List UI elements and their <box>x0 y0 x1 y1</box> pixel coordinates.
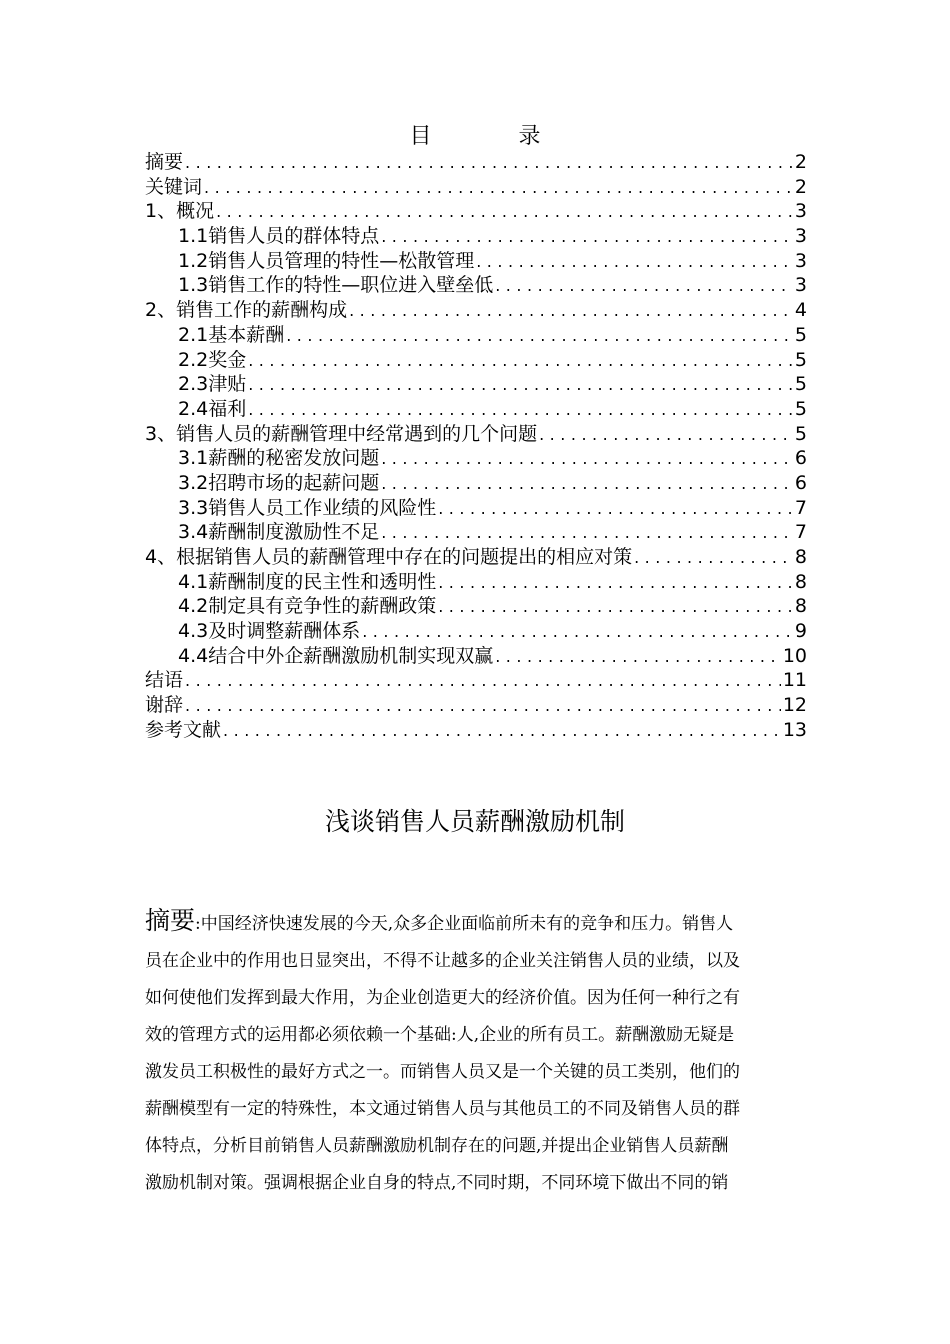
toc-entry-page: 5 <box>794 348 807 371</box>
toc-title: 目 录 <box>409 124 581 149</box>
abstract-text-line: 如何使他们发挥到最大作用，为企业创造更大的经济价值。因为任何一种行之有 <box>145 988 740 1008</box>
abstract-text-line: 激励机制对策。强调根据企业自身的特点,不同时期，不同环境下做出不同的销 <box>145 1173 729 1193</box>
toc-entry-page: 5 <box>794 373 807 396</box>
toc-entry-page: 8 <box>794 595 807 618</box>
abstract-label: 摘要 <box>145 906 196 935</box>
abstract-text-line: 薪酬模型有一定的特殊性，本文通过销售人员与其他员工的不同及销售人员的群 <box>145 1099 740 1119</box>
toc-entry[interactable] <box>145 273 807 298</box>
toc-entry-label: 谢辞 <box>145 694 184 717</box>
toc-entry-label: 1、概况 <box>145 200 215 223</box>
toc-entry-label: 3.4薪酬制度激励性不足 <box>178 521 380 544</box>
toc-entry-page: 5 <box>794 422 807 445</box>
toc-entry-label: 2.2奖金 <box>178 348 247 371</box>
toc-leader-dots <box>223 719 781 743</box>
abstract-text-line: 体特点，分析目前销售人员薪酬激励机制存在的问题,并提出企业销售人员薪酬 <box>145 1136 729 1156</box>
toc-entry[interactable] <box>145 298 807 323</box>
toc-entry[interactable] <box>145 224 807 249</box>
toc-entry-page: 5 <box>794 397 807 420</box>
toc-leader-dots <box>381 472 793 496</box>
toc-entry-label: 1.3销售工作的特性—职位进入壁垒低 <box>178 274 494 297</box>
toc-leader-dots <box>476 250 793 274</box>
toc-entry-label: 2.3津贴 <box>178 373 247 396</box>
toc-entry-label: 4.2制定具有竞争性的薪酬政策 <box>178 595 437 618</box>
toc-leader-dots <box>438 595 793 619</box>
toc-leader-dots <box>438 571 793 595</box>
toc-leader-dots <box>634 546 793 570</box>
toc-entry-page: 13 <box>782 718 807 741</box>
toc-entry-page: 12 <box>782 694 807 717</box>
abstract-text-line: 激发员工积极性的最好方式之一。而销售人员又是一个关键的员工类别，他们的 <box>145 1062 740 1082</box>
toc-entry-page: 10 <box>782 644 807 667</box>
toc-entry-page: 2 <box>794 175 807 198</box>
toc-entry[interactable] <box>145 323 807 348</box>
abstract-colon: : <box>195 914 201 934</box>
toc-entry[interactable] <box>145 422 807 447</box>
toc-entry-page: 8 <box>794 570 807 593</box>
toc-entry[interactable] <box>145 520 807 545</box>
toc-entry-label: 4.4结合中外企薪酬激励机制实现双赢 <box>178 644 494 667</box>
toc-leader-dots <box>381 447 793 471</box>
toc-entry-label: 结语 <box>145 669 184 692</box>
toc-entry-page: 8 <box>794 546 807 568</box>
toc-leader-dots <box>362 620 793 644</box>
toc-entry-page: 3 <box>794 249 807 272</box>
toc-entry-page: 7 <box>794 521 807 544</box>
toc-entry-page: 6 <box>794 447 807 470</box>
toc-entry-label: 3.2招聘市场的起薪问题 <box>178 471 380 494</box>
toc-entry-label: 2.1基本薪酬 <box>178 323 285 346</box>
toc-entry-label: 2.4福利 <box>178 397 247 420</box>
toc-entry[interactable] <box>145 668 807 693</box>
toc-leader-dots <box>438 497 793 521</box>
toc-entry-page: 4 <box>794 299 807 322</box>
abstract-text-line: 员在企业中的作用也日显突出，不得不让越多的企业关注销售人员的业绩，以及 <box>145 951 740 971</box>
toc-entry-page: 2 <box>794 151 807 173</box>
toc-entry[interactable] <box>145 372 807 397</box>
toc-leader-dots <box>248 398 793 422</box>
toc-entry[interactable] <box>145 175 807 200</box>
toc-leader-dots <box>349 299 793 323</box>
table-of-contents <box>145 150 807 743</box>
paper-title: 浅谈销售人员薪酬激励机制 <box>324 807 625 836</box>
toc-leader-dots <box>185 151 793 175</box>
toc-entry-label: 3、销售人员的薪酬管理中经常遇到的几个问题 <box>145 422 538 445</box>
toc-leader-dots <box>539 423 793 447</box>
toc-entry[interactable] <box>145 644 807 669</box>
toc-entry-page: 11 <box>782 669 807 692</box>
toc-entry[interactable] <box>145 718 807 743</box>
toc-leader-dots <box>495 274 793 298</box>
toc-leader-dots <box>286 324 793 348</box>
toc-entry-page: 3 <box>794 274 807 297</box>
toc-entry-label: 关键词 <box>145 175 203 198</box>
toc-entry-label: 3.3销售人员工作业绩的风险性 <box>178 496 437 519</box>
toc-leader-dots <box>185 669 781 693</box>
toc-entry[interactable] <box>145 199 807 224</box>
toc-leader-dots <box>204 176 793 200</box>
toc-leader-dots <box>495 645 781 669</box>
toc-leader-dots <box>185 694 781 718</box>
toc-entry[interactable] <box>145 545 807 570</box>
toc-entry-page: 6 <box>794 471 807 494</box>
abstract-text-line: 中国经济快速发展的今天,众多企业面临前所未有的竞争和压力。销售人 <box>200 914 734 934</box>
toc-leader-dots <box>381 225 793 249</box>
toc-entry[interactable] <box>145 249 807 274</box>
toc-entry-label: 1.1销售人员的群体特点 <box>178 225 380 248</box>
toc-entry[interactable] <box>145 446 807 471</box>
abstract <box>145 902 807 1202</box>
toc-entry[interactable] <box>145 619 807 644</box>
toc-entry-label: 2、销售工作的薪酬构成 <box>145 299 348 322</box>
toc-leader-dots <box>248 349 793 373</box>
toc-entry[interactable] <box>145 348 807 373</box>
toc-entry-label: 1.2销售人员管理的特性—松散管理 <box>178 249 475 272</box>
toc-entry-page: 7 <box>794 496 807 519</box>
toc-leader-dots <box>216 200 793 224</box>
toc-entry-label: 4、根据销售人员的薪酬管理中存在的问题提出的相应对策 <box>145 546 633 568</box>
toc-entry-label: 3.1薪酬的秘密发放问题 <box>178 447 380 470</box>
toc-entry[interactable] <box>145 594 807 619</box>
toc-entry-page: 9 <box>794 620 807 643</box>
toc-entry[interactable] <box>145 471 807 496</box>
toc-entry-page: 3 <box>794 200 807 223</box>
toc-entry-label: 参考文献 <box>145 718 222 741</box>
toc-entry[interactable] <box>145 397 807 422</box>
toc-entry[interactable] <box>145 693 807 718</box>
toc-entry-page: 5 <box>794 323 807 346</box>
toc-entry-label: 4.3及时调整薪酬体系 <box>178 620 361 643</box>
toc-entry-page: 3 <box>794 225 807 248</box>
toc-entry[interactable] <box>145 570 807 595</box>
abstract-text-line: 效的管理方式的运用都必须依赖一个基础:人,企业的所有员工。薪酬激励无疑是 <box>145 1025 735 1045</box>
toc-entry[interactable] <box>145 496 807 521</box>
toc-entry-label: 4.1薪酬制度的民主性和透明性 <box>178 570 437 593</box>
toc-leader-dots <box>248 373 793 397</box>
toc-leader-dots <box>381 521 793 545</box>
toc-entry-label: 摘要 <box>145 151 184 173</box>
toc-entry[interactable] <box>145 150 807 175</box>
abstract-first-line <box>145 902 807 943</box>
